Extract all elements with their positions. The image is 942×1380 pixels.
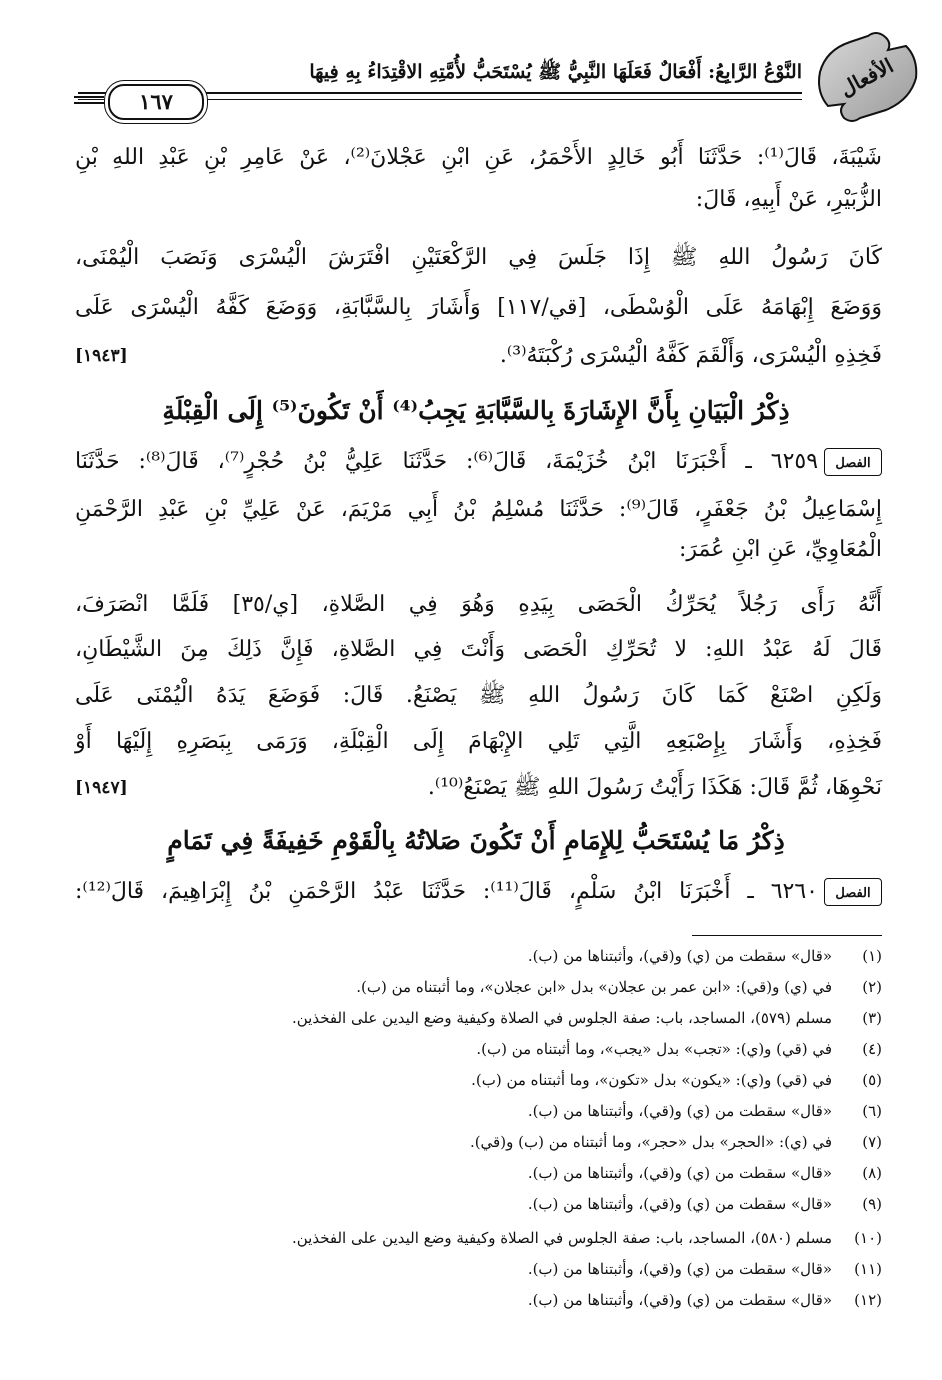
header-rule-left-2	[74, 102, 104, 104]
footnote-number: (٦)	[862, 1102, 882, 1120]
footnote-text: في (ي): «الحجر» بدل «حجر»، وما أثبتناه من (ب) و(قي).	[469, 1133, 832, 1151]
hadith-line-6260: ٦٢٦٠ ـ أَخْبَرَنَا ابْنُ سَلْمٍ، قَالَ⁽¹¹⁾: حَدَّثَنَا عَبْدُ الرَّحْمَنِ بْنُ إِبْرَاهِيمَ، قَالَ⁽¹²⁾:	[75, 879, 818, 904]
text-line	[75, 872, 882, 912]
hadith-reference: [١٩٤٣]	[75, 346, 128, 366]
text-line: كَانَ رَسُولُ اللهِ ﷺ إِذَا جَلَسَ فِي الرَّكْعَتَيْنِ افْتَرَشَ الْيُسْرَى وَنَصَبَ الْيُمْنَى،	[75, 245, 882, 270]
text-line: شَيْبَةَ، قَالَ⁽¹⁾: حَدَّثَنَا أَبُو خَالِدٍ الأَحْمَرُ، عَنِ ابْنِ عَجْلانَ⁽²⁾، عَنْ عَامِرِ بْنِ عَبْدِ اللهِ بْنِ	[75, 145, 882, 170]
footnote-number: (٨)	[862, 1164, 882, 1182]
section-heading: ذِكْرُ مَا يُسْتَحَبُّ لِلإِمَامِ أَنْ تَكُونَ صَلاتُهُ بِالْقَوْمِ خَفِيفَةً فِي تَمَامٍ	[167, 826, 785, 855]
text-line: الْمُعَاوِيِّ، عَنِ ابْنِ عُمَرَ:	[678, 537, 882, 562]
section-stamp-icon	[824, 448, 882, 476]
footnote-number: (٥)	[862, 1071, 882, 1089]
footnote-number: (٤)	[862, 1040, 882, 1058]
header-rule-left	[74, 96, 104, 98]
page-number-box	[108, 84, 204, 120]
footnote-text: «قال» سقطت من (ي) و(قي)، وأثبتناها من (ب).	[527, 1195, 832, 1213]
hadith-line-6259: ٦٢٥٩ ـ أَخْبَرَنَا ابْنُ خُزَيْمَةَ، قَالَ⁽⁶⁾: حَدَّثَنَا عَلِيُّ بْنُ حُجْرٍ⁽⁷⁾، قَالَ⁽⁸⁾: حَدَّثَنَا	[75, 449, 819, 474]
footnote-text: «قال» سقطت من (ي) و(قي)، وأثبتناها من (ب).	[527, 1164, 832, 1182]
footnote-number: (٢)	[862, 978, 882, 996]
svg-text:الفصل: الفصل	[835, 456, 871, 471]
footnote-text: في (قي) و(ي): «يكون» بدل «تكون»، وما أثبتناه من (ب).	[471, 1071, 832, 1089]
text-line: قَالَ لَهُ عَبْدُ اللهِ: لا تُحَرِّكِ الْحَصَى وَأَنْتَ فِي الصَّلاةِ، فَإِنَّ ذَلِكَ مِنَ الشَّيْطَانِ،	[75, 637, 882, 662]
footnote-text: «قال» سقطت من (ي) و(قي)، وأثبتناها من (ب).	[527, 1102, 832, 1120]
text-line: الزُّبَيْرِ، عَنْ أَبِيهِ، قَالَ:	[695, 187, 882, 212]
footnote-text: «قال» سقطت من (ي) و(قي)، وأثبتناها من (ب).	[527, 1260, 832, 1278]
text-line	[75, 442, 882, 482]
text-line: فَخِذِهِ الْيُسْرَى، وَأَلْقَمَ كَفَّهُ الْيُسْرَى رُكْبَتَهُ⁽³⁾.	[499, 343, 882, 368]
footnote-number: (١٢)	[854, 1291, 882, 1309]
footnote-number: (٣)	[862, 1009, 882, 1027]
section-heading: ذِكْرُ الْبَيَانِ بِأَنَّ الإِشَارَةَ بِالسَّبَّابَةِ يَجِبُ⁽⁴⁾ أَنْ تَكُونَ⁽⁵⁾ إِلَى الْقِبْلَةِ	[162, 396, 790, 425]
section-stamp-icon	[824, 878, 882, 906]
running-header-title: النَّوْعُ الرَّابِعُ: أَفْعَالٌ فَعَلَهَا النَّبِيُّ ﷺ يُسْتَحَبُّ لأُمَّتِهِ الاقْتِدَاءُ بِهِ فِيهَا	[309, 61, 802, 83]
text-line: أَنَّهُ رَأَى رَجُلاً يُحَرِّكُ الْحَصَى بِيَدِهِ وَهُوَ فِي الصَّلاةِ، [ي/٣٥] فَلَمَّا انْصَرَفَ،	[75, 592, 882, 617]
footnote-number: (٧)	[862, 1133, 882, 1151]
footnote-text: في (ي) و(قي): «ابن عمر بن عجلان» بدل «ابن عجلان»، وما أثبتناه من (ب).	[356, 978, 832, 996]
footnote-text: في (قي) و(ي): «تجب» بدل «يجب»، وما أثبتناه من (ب).	[476, 1040, 832, 1058]
page-number: ١٦٧	[139, 89, 173, 114]
hadith-reference: [١٩٤٧]	[75, 778, 128, 798]
badge-label: الأفعال	[835, 53, 898, 102]
footnote-text: مسلم (٥٨٠)، المساجد، باب: صفة الجلوس في الصلاة وكيفية وضع اليدين على الفخذين.	[291, 1229, 832, 1247]
puzzle-badge-icon	[806, 28, 924, 126]
text-line: وَوَضَعَ إِبْهَامَهُ عَلَى الْوُسْطَى، [قي/١١٧] وَأَشَارَ بِالسَّبَّابَةِ، وَوَضَعَ كَفَّهُ الْيُسْرَى عَلَى	[75, 295, 882, 320]
chapter-badge	[806, 28, 924, 126]
footnote-number: (١١)	[854, 1260, 882, 1278]
text-line: إِسْمَاعِيلُ بْنُ جَعْفَرٍ، قَالَ⁽⁹⁾: حَدَّثَنَا مُسْلِمُ بْنُ أَبِي مَرْيَمَ، عَنْ عَلِيِّ بْنِ عَبْدِ الرَّحْمَنِ	[75, 497, 883, 522]
footnote-separator	[692, 935, 882, 936]
text-line: نَحْوِهَا، ثُمَّ قَالَ: هَكَذَا رَأَيْتُ رَسُولَ اللهِ ﷺ يَصْنَعُ⁽¹⁰⁾.	[427, 775, 882, 800]
footnote-text: مسلم (٥٧٩)، المساجد، باب: صفة الجلوس في الصلاة وكيفية وضع اليدين على الفخذين.	[291, 1009, 832, 1027]
text-line: فَخِذِهِ، وَأَشَارَ بِإِصْبَعِهِ الَّتِي تَلِي الإِبْهَامَ إِلَى الْقِبْلَةِ، وَرَمَى بِبَصَرِهِ إِلَيْهَا أَوْ	[75, 729, 882, 754]
text-line: وَلَكِنِ اصْنَعْ كَمَا كَانَ رَسُولُ اللهِ ﷺ يَصْنَعُ. قَالَ: فَوَضَعَ يَدَهُ الْيُمْنَى عَلَى	[75, 683, 882, 708]
footnote-text: «قال» سقطت من (ي) و(قي)، وأثبتناها من (ب).	[527, 1291, 832, 1309]
footnote-number: (١٠)	[854, 1229, 882, 1247]
footnote-text: «قال» سقطت من (ي) و(قي)، وأثبتناها من (ب).	[527, 947, 832, 965]
footnote-number: (٩)	[862, 1195, 882, 1213]
svg-text:الفصل: الفصل	[835, 886, 871, 901]
footnote-number: (١)	[862, 947, 882, 965]
